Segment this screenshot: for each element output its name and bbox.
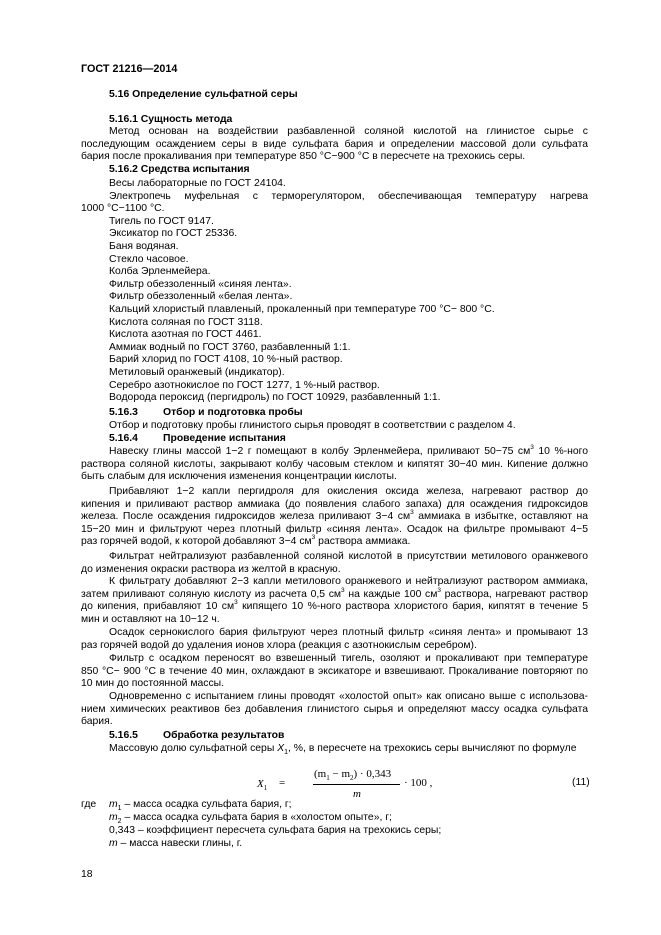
list-item: Фильтр обеззоленный «синяя лента».	[109, 278, 292, 290]
list-item: Аммиак водный по ГОСТ 3760, разбавленный 1:1.	[109, 341, 351, 353]
calculation-intro: Массовую долю сульфатной серы $X_1$, %, в пересчете на трехокись серы вычисляют по формуле	[109, 743, 577, 756]
text-line: железа. После осаждения гидроксидов железа приливают 3−4 $см^3$ аммиака в избытке, оставляют на	[81, 509, 588, 523]
formula-denominator: m	[353, 788, 361, 800]
text-line: последующим осаждением серы в виде сульфата бария и определении массовой доли сульфата	[81, 138, 588, 150]
list-item: Весы лабораторные по ГОСТ 24104.	[109, 178, 286, 189]
list-item: Фильтр обеззоленный «белая лента».	[109, 291, 293, 303]
procedure-paragraph-3	[81, 551, 588, 576]
formula-lhs: $X_1$	[257, 778, 268, 792]
text-line: Одновременно с испытанием глины проводят «холостой опыт» как описано выше с использова-	[109, 691, 588, 702]
list-item: Серебро азотнокислое по ГОСТ 1277, 1 %-ный раствор.	[109, 379, 380, 391]
text-line: до кипения, прибавляют 10 $см^3$ кипящего 10 %-ного раствора хлористого бария, кипятят в течение 5	[81, 599, 589, 613]
text-line: раз горячей водой, к которой добавляют 3−4 $см^3$ раствора аммиака.	[81, 534, 411, 548]
list-item: Кислота соляная по ГОСТ 3118.	[109, 316, 263, 328]
text-line: раствора соляной кислоты, закрывают колбу часовым стеклом и кипятят 30−40 мин. Кипение должно	[81, 458, 588, 470]
text-line: Осадок сернокислого бария фильтруют через плотный фильтр «синяя лента» и промывают 13	[109, 627, 588, 638]
text-line: Прибавляют 1−2 капли пергидроля для окисления оксида железа, нагревают раствор до	[109, 486, 588, 497]
text-line: Фильтр с осадком переносят во взвешенный тигель, озоляют и прокаливают при температуре	[109, 653, 588, 664]
subsection-title-equipment: 5.16.2 Средства испытания	[109, 164, 250, 175]
equipment-list	[81, 178, 588, 405]
subsection-number: 5.16.3	[109, 407, 138, 418]
list-item: Метиловый оранжевый (индикатор).	[109, 366, 285, 378]
list-item: Кислота азотная по ГОСТ 4461.	[109, 329, 262, 341]
procedure-paragraph-2	[81, 486, 588, 549]
where-label: где	[81, 799, 97, 810]
subsection-title-procedure	[109, 433, 286, 446]
subsection-title: Проведение испытания	[163, 433, 286, 444]
list-item: Стекло часовое.	[109, 253, 189, 265]
list-item: Электропечь муфельная с терморегулятором, обеспечивающая температуру нагрева	[109, 190, 588, 202]
section-title: 5.16 Определение сульфатной серы	[109, 89, 298, 100]
formula-number: (11)	[572, 777, 590, 788]
text-line: раз горячей водой до удаления ионов хлора (реакция с азотнокислым серебром).	[81, 639, 477, 651]
text-line: бария после прокаливания при температуре 850 °С−900 °С в пересчете на трехокись серы.	[81, 151, 526, 163]
legend-line: 0,343 – коэффициент пересчета сульфата бария на трехокись серы;	[109, 825, 442, 836]
legend-line: m – масса навески глины, г.	[109, 838, 243, 849]
text-line: затем приливают соляную кислоту из расчета 0,5 $см^3$ на каждые 100 $см^3$ раствора, нагревают раствор	[81, 586, 588, 600]
formula-tail: · 100 ,	[404, 777, 433, 789]
document-header: ГОСТ 21216—2014	[81, 63, 178, 75]
list-item: 1000 °С−1100 °С.	[81, 203, 165, 215]
text-line: быть слабым для исключения изменения концентрации кислоты.	[81, 471, 397, 483]
text-line: мин и оставляют на 10−12 ч.	[81, 613, 220, 625]
text-line: бария.	[81, 716, 113, 728]
subsection-title: Отбор и подготовка пробы	[163, 407, 303, 418]
text-line: нием химических реактивов без добавления глинистого сырья и определяют массу осадка сульфата	[81, 703, 588, 715]
formula-11	[257, 764, 433, 800]
text-line: 850 °С− 900 °С в течение 40 мин, охлаждают в эксикаторе и взвешивают. Прокаливание повторяют по	[81, 665, 588, 677]
text-line: до изменения окраски раствора из желтой в красную.	[81, 563, 341, 575]
subsection-title: Обработка результатов	[163, 730, 285, 741]
essence-paragraph	[81, 126, 588, 164]
procedure-paragraph-4	[81, 576, 588, 626]
procedure-paragraph-6	[81, 653, 588, 691]
text-line: кипения и приливают раствор аммиака (до появления слабого запаха) для осаждения гидроксидов	[81, 498, 588, 510]
text-line: 10 мин до постоянной массы.	[81, 678, 225, 690]
subsection-title-calculation	[109, 730, 284, 743]
list-item: Кальций хлористый плавленый, прокаленный при температуре 700 °С− 800 °С.	[109, 303, 495, 315]
sampling-text: Отбор и подготовку пробы глинистого сырья проводят в соответствии с разделом 4.	[109, 420, 516, 431]
text-line: Навеску глины массой 1−2 г помещают в колбу Эрленмейера, приливают 50−75 $см^3$ 10 %-ного	[109, 444, 588, 457]
subsection-number: 5.16.4	[109, 433, 138, 444]
subsection-number: 5.16.5	[109, 730, 138, 741]
text-line: Метод основан на воздействии разбавленной соляной кислотой на глинистое сырье с	[109, 126, 588, 137]
subsection-title-essence: 5.16.1 Сущность метода	[109, 114, 233, 125]
procedure-paragraph-1	[81, 446, 588, 484]
formula-equals: =	[279, 777, 286, 789]
page-number: 18	[81, 869, 93, 880]
text-line: 15−20 мин и фильтруют через плотный фильтр «синяя лента». Осадок на фильтре промывают 4−5	[81, 523, 588, 535]
list-item: Водорода пероксид (пергидроль) по ГОСТ 10929, разбавленный 1:1.	[109, 392, 441, 404]
text-line: Фильтрат нейтрализуют разбавленной соляной кислотой в присутствии метилового оранжевого	[109, 551, 588, 562]
list-item: Эксикатор по ГОСТ 25336.	[109, 228, 238, 240]
legend-line: $m_1$ – масса осадка сульфата бария, г;	[109, 799, 292, 812]
list-item: Баня водяная.	[109, 240, 179, 252]
fraction-bar	[313, 784, 400, 785]
legend-line: $m_2$ – масса осадка сульфата бария в «холостом опыте», г;	[109, 812, 392, 825]
procedure-paragraph-5	[81, 627, 588, 652]
formula-numerator: $(m_1 - m_2) \cdot 0,343$	[314, 768, 392, 782]
procedure-paragraph-7	[81, 691, 588, 729]
text-line: К фильтрату добавляют 2−3 капли метилового оранжевого и нейтрализуют раствором аммиака,	[109, 576, 588, 587]
list-item: Колба Эрленмейера.	[109, 266, 211, 278]
list-item: Тигель по ГОСТ 9147.	[109, 215, 214, 227]
list-item: Барий хлорид по ГОСТ 4108, 10 %-ный раствор.	[109, 354, 343, 366]
subsection-title-sampling	[109, 407, 303, 420]
